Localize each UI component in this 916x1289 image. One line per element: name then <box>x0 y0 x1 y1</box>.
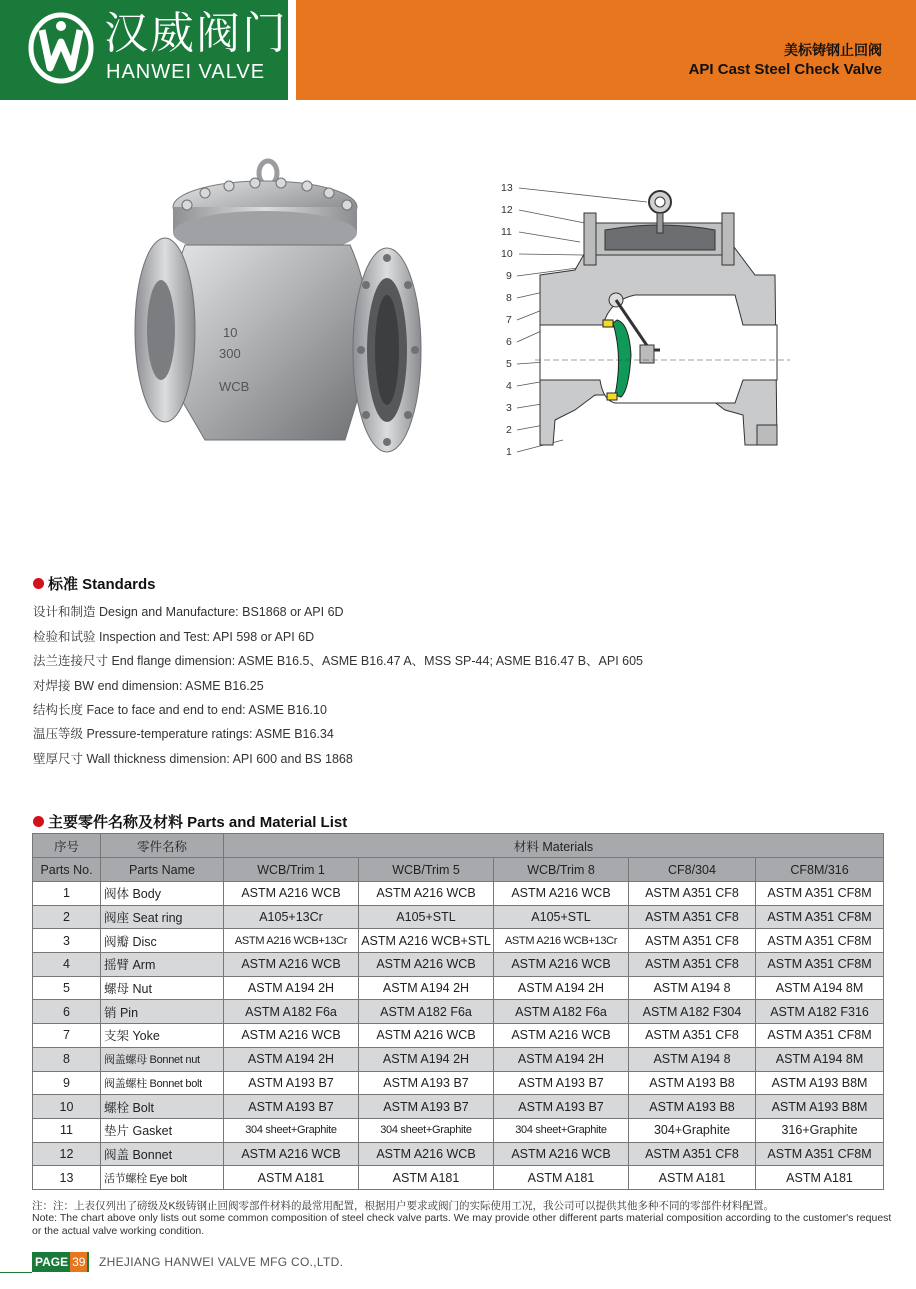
part-name-cell: 阀盖螺母 Bonnet nut <box>101 1047 224 1071</box>
material-cell: ASTM A181 <box>629 1166 756 1190</box>
header-col: CF8/304 <box>629 858 756 882</box>
table-row <box>33 976 884 1000</box>
header-no-cn: 序号 <box>33 834 101 858</box>
part-number-cell: 2 <box>33 905 101 929</box>
standard-line: 结构长度 Face to face and end to end: ASME B16.10 <box>33 703 327 717</box>
header-col: WCB/Trim 5 <box>359 858 494 882</box>
material-cell: ASTM A181 <box>359 1166 494 1190</box>
part-number-cell: 5 <box>33 976 101 1000</box>
page-badge <box>32 1252 89 1272</box>
bullet-icon <box>33 578 44 589</box>
material-cell: ASTM A194 8M <box>756 1047 884 1071</box>
material-cell: ASTM A194 2H <box>224 1047 359 1071</box>
callout-11: 11 <box>501 226 512 238</box>
callout-3: 3 <box>506 402 512 414</box>
valve-section-diagram <box>495 175 795 460</box>
standard-line: 温压等级 Pressure-temperature ratings: ASME B16.34 <box>33 727 334 741</box>
material-cell: ASTM A194 2H <box>494 976 629 1000</box>
material-cell: ASTM A181 <box>224 1166 359 1190</box>
part-name-cell: 螺母 Nut <box>101 976 224 1000</box>
header-name-cn: 零件名称 <box>101 834 224 858</box>
material-cell: ASTM A193 B7 <box>224 1071 359 1095</box>
part-name-cell: 活节螺栓 Eye bolt <box>101 1166 224 1190</box>
logo-chinese-name: 汉威阀门 <box>104 8 288 59</box>
body-mark-class: 10 <box>223 325 238 340</box>
material-cell: ASTM A193 B8M <box>756 1071 884 1095</box>
material-cell: ASTM A216 WCB <box>359 1024 494 1048</box>
part-name-cell: 阀盖螺柱 Bonnet bolt <box>101 1071 224 1095</box>
material-cell: ASTM A351 CF8M <box>756 882 884 906</box>
material-cell: ASTM A216 WCB <box>494 1142 629 1166</box>
part-number-cell: 3 <box>33 929 101 953</box>
material-cell: ASTM A351 CF8 <box>629 905 756 929</box>
part-number-cell: 12 <box>33 1142 101 1166</box>
standard-line: 法兰连接尺寸 End flange dimension: ASME B16.5、ASME B16.47 A、MSS SP-44; ASME B16.47 B、API 605 <box>33 654 644 668</box>
material-cell: ASTM A194 2H <box>359 1047 494 1071</box>
parts-table-body <box>33 882 884 1190</box>
material-cell: ASTM A351 CF8M <box>756 1142 884 1166</box>
hanwei-logo-icon <box>28 12 94 84</box>
part-number-cell: 4 <box>33 953 101 977</box>
material-cell: ASTM A216 WCB+13Cr <box>224 929 359 953</box>
table-row <box>33 905 884 929</box>
part-name-cell: 阀体 Body <box>101 882 224 906</box>
callout-5: 5 <box>506 358 512 370</box>
callout-6: 6 <box>506 336 512 348</box>
material-cell: ASTM A193 B8 <box>629 1071 756 1095</box>
material-cell: ASTM A193 B8 <box>629 1095 756 1119</box>
material-cell: 316+Graphite <box>756 1118 884 1142</box>
body-mark-rating: 300 <box>219 346 241 361</box>
material-cell: ASTM A216 WCB <box>494 882 629 906</box>
bullet-icon <box>33 816 44 827</box>
material-cell: ASTM A194 2H <box>494 1047 629 1071</box>
material-cell: ASTM A181 <box>494 1166 629 1190</box>
table-row <box>33 1047 884 1071</box>
callout-4: 4 <box>506 380 512 392</box>
material-cell: ASTM A216 WCB <box>494 953 629 977</box>
part-number-cell: 10 <box>33 1095 101 1119</box>
page-label: PAGE <box>35 1255 69 1269</box>
header-title-band <box>296 0 916 100</box>
standards-heading <box>33 573 156 594</box>
material-cell: ASTM A351 CF8M <box>756 929 884 953</box>
note-chinese: 注：注：上表仅列出了磅级及K级铸钢止回阀零部件材料的最常用配置，根据用户要求或阀门的实际使用工况，我公司可以提供其他多种不同的零部件材料配置。 <box>32 1200 775 1212</box>
part-name-cell: 阀盖 Bonnet <box>101 1142 224 1166</box>
part-number-cell: 9 <box>33 1071 101 1095</box>
callout-7: 7 <box>506 314 512 326</box>
header-brand-band <box>0 0 288 100</box>
material-cell: ASTM A351 CF8M <box>756 905 884 929</box>
parts-material-table <box>32 833 884 1190</box>
standard-line: 壁厚尺寸 Wall thickness dimension: API 600 and BS 1868 <box>33 752 353 766</box>
part-number-cell: 6 <box>33 1000 101 1024</box>
part-name-cell: 螺栓 Bolt <box>101 1095 224 1119</box>
material-cell: 304 sheet+Graphite <box>224 1118 359 1142</box>
callout-10: 10 <box>501 248 513 260</box>
standard-line: 检验和试验 Inspection and Test: API 598 or API 6D <box>33 630 315 644</box>
callout-12: 12 <box>501 204 513 216</box>
material-cell: ASTM A216 WCB <box>224 953 359 977</box>
part-name-cell: 销 Pin <box>101 1000 224 1024</box>
material-cell: ASTM A182 F6a <box>494 1000 629 1024</box>
header-col: WCB/Trim 1 <box>224 858 359 882</box>
material-cell: ASTM A216 WCB+STL <box>359 929 494 953</box>
material-cell: ASTM A194 2H <box>224 976 359 1000</box>
standard-line: 设计和制造 Design and Manufacture: BS1868 or API 6D <box>33 605 344 619</box>
material-cell: A105+STL <box>494 905 629 929</box>
header-col: WCB/Trim 8 <box>494 858 629 882</box>
part-number-cell: 1 <box>33 882 101 906</box>
material-cell: ASTM A193 B8M <box>756 1095 884 1119</box>
parts-title: 主要零件名称及材料 Parts and Material List <box>48 814 348 831</box>
standard-line: 对焊接 BW end dimension: ASME B16.25 <box>33 679 264 693</box>
callout-9: 9 <box>506 270 512 282</box>
material-cell: ASTM A216 WCB <box>224 882 359 906</box>
standards-title: 标准 Standards <box>48 576 156 593</box>
material-cell: ASTM A216 WCB <box>224 1024 359 1048</box>
material-cell: ASTM A216 WCB <box>494 1024 629 1048</box>
header-materials: 材料 Materials <box>224 834 884 858</box>
material-cell: ASTM A194 8 <box>629 976 756 1000</box>
page-title-en: API Cast Steel Check Valve <box>688 61 882 78</box>
material-cell: ASTM A193 B7 <box>494 1095 629 1119</box>
material-cell: ASTM A351 CF8M <box>756 953 884 977</box>
material-cell: ASTM A181 <box>756 1166 884 1190</box>
table-row <box>33 1071 884 1095</box>
callout-8: 8 <box>506 292 512 304</box>
part-name-cell: 摇臂 Arm <box>101 953 224 977</box>
material-cell: ASTM A216 WCB+13Cr <box>494 929 629 953</box>
note-english: Note: The chart above only lists out some common composition of steel check valve parts. We may provide other different parts material composition according to the customer's request or the actual valve working condition. <box>32 1212 892 1237</box>
table-row <box>33 1118 884 1142</box>
material-cell: ASTM A193 B7 <box>494 1071 629 1095</box>
material-cell: ASTM A216 WCB <box>359 1142 494 1166</box>
material-cell: ASTM A193 B7 <box>359 1095 494 1119</box>
table-row <box>33 1142 884 1166</box>
material-cell: ASTM A182 F316 <box>756 1000 884 1024</box>
part-name-cell: 支架 Yoke <box>101 1024 224 1048</box>
part-number-cell: 11 <box>33 1118 101 1142</box>
part-name-cell: 阀座 Seat ring <box>101 905 224 929</box>
material-cell: 304 sheet+Graphite <box>359 1118 494 1142</box>
logo-english-name: HANWEI VALVE <box>106 61 266 83</box>
table-row <box>33 1166 884 1190</box>
material-cell: ASTM A351 CF8 <box>629 953 756 977</box>
parts-heading <box>33 811 347 832</box>
material-cell: ASTM A351 CF8 <box>629 929 756 953</box>
material-cell: ASTM A216 WCB <box>359 882 494 906</box>
material-cell: 304 sheet+Graphite <box>494 1118 629 1142</box>
material-cell: 304+Graphite <box>629 1118 756 1142</box>
material-cell: ASTM A351 CF8 <box>629 882 756 906</box>
material-cell: ASTM A194 8M <box>756 976 884 1000</box>
part-number-cell: 7 <box>33 1024 101 1048</box>
valve-photo <box>125 155 425 465</box>
material-cell: ASTM A351 CF8 <box>629 1024 756 1048</box>
material-cell: ASTM A216 WCB <box>224 1142 359 1166</box>
callout-1: 1 <box>506 446 512 458</box>
page-number: 39 <box>70 1252 87 1272</box>
part-number-cell: 13 <box>33 1166 101 1190</box>
header-name-en: Parts Name <box>101 858 224 882</box>
material-cell: ASTM A194 8 <box>629 1047 756 1071</box>
material-cell: ASTM A194 2H <box>359 976 494 1000</box>
callout-13: 13 <box>501 182 513 194</box>
company-name: ZHEJIANG HANWEI VALVE MFG CO.,LTD. <box>99 1255 344 1269</box>
material-cell: ASTM A216 WCB <box>359 953 494 977</box>
material-cell: A105+13Cr <box>224 905 359 929</box>
table-row <box>33 1024 884 1048</box>
material-cell: ASTM A351 CF8 <box>629 1142 756 1166</box>
material-cell: ASTM A351 CF8M <box>756 1024 884 1048</box>
footer-rule <box>0 1250 32 1273</box>
table-row <box>33 929 884 953</box>
material-cell: ASTM A182 F6a <box>359 1000 494 1024</box>
part-name-cell: 阀瓣 Disc <box>101 929 224 953</box>
table-row <box>33 1095 884 1119</box>
page-title-cn: 美标铸钢止回阀 <box>784 42 882 58</box>
body-mark-material: WCB <box>219 379 250 394</box>
part-number-cell: 8 <box>33 1047 101 1071</box>
material-cell: ASTM A182 F6a <box>224 1000 359 1024</box>
material-cell: ASTM A193 B7 <box>359 1071 494 1095</box>
callout-2: 2 <box>506 424 512 436</box>
header-no-en: Parts No. <box>33 858 101 882</box>
header-col: CF8M/316 <box>756 858 884 882</box>
part-name-cell: 垫片 Gasket <box>101 1118 224 1142</box>
material-cell: A105+STL <box>359 905 494 929</box>
table-row <box>33 1000 884 1024</box>
table-row <box>33 953 884 977</box>
material-cell: ASTM A182 F304 <box>629 1000 756 1024</box>
table-row <box>33 882 884 906</box>
material-cell: ASTM A193 B7 <box>224 1095 359 1119</box>
